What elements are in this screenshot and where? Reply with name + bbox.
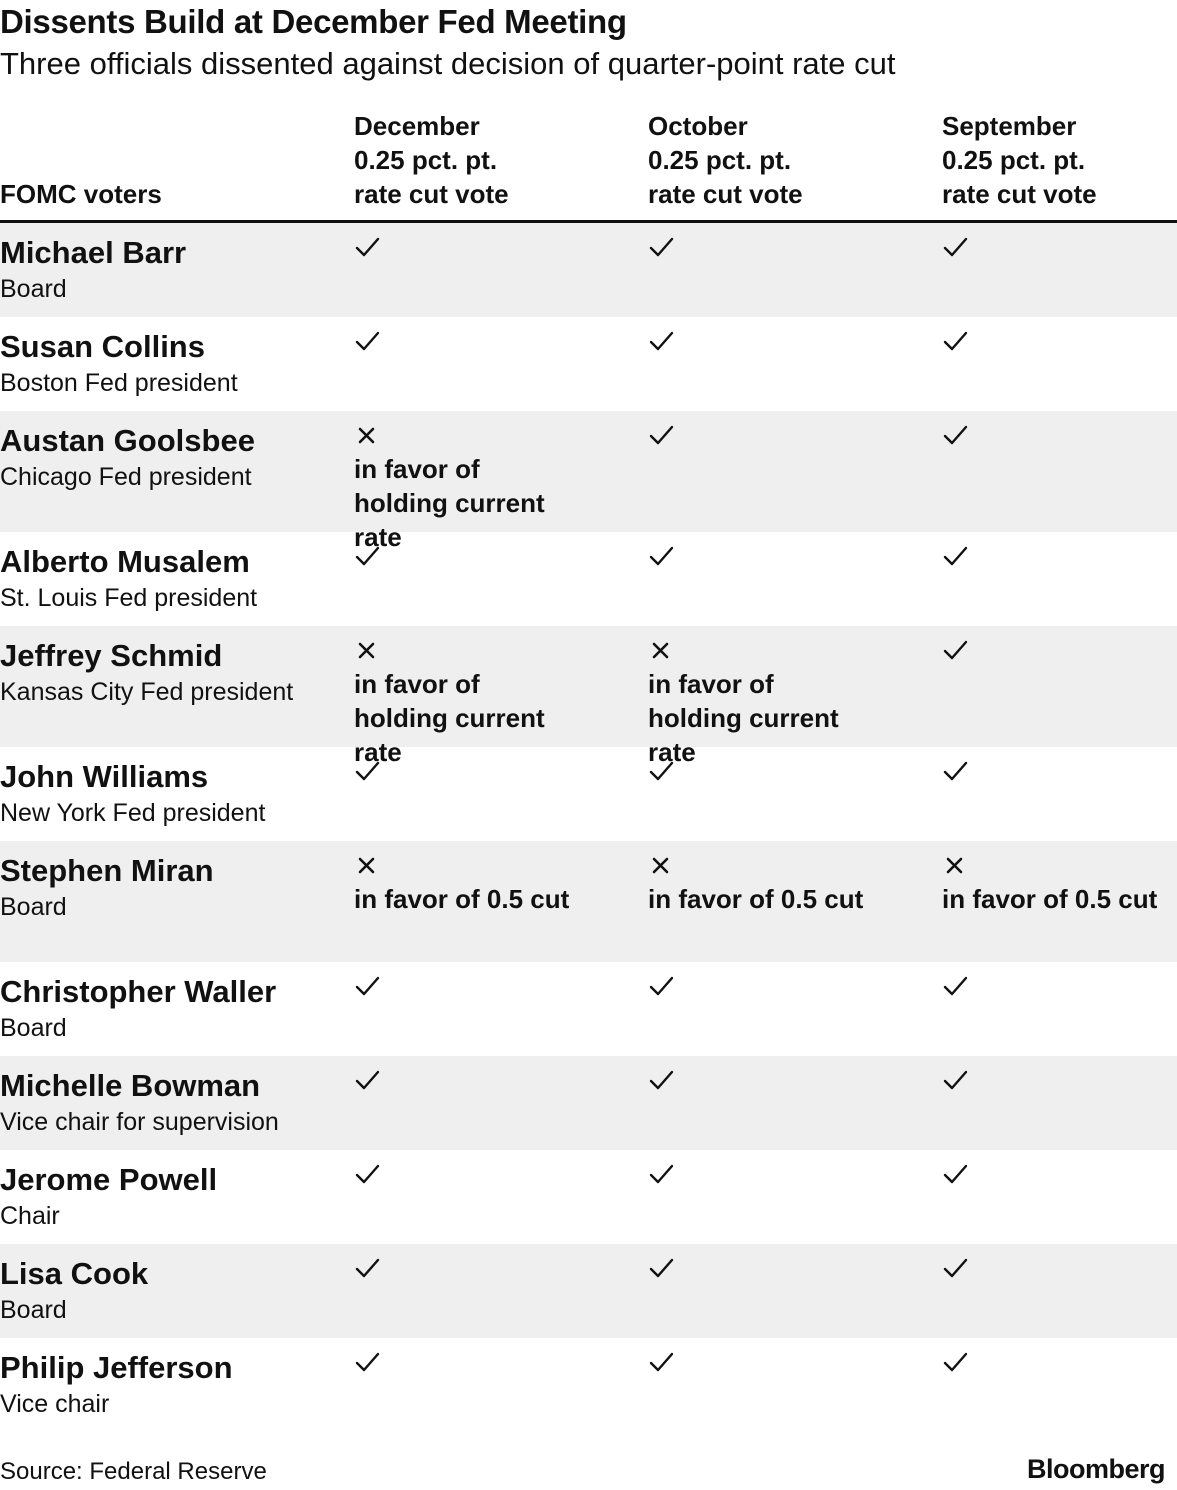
vote-cell (942, 422, 1167, 450)
voter-name: Michelle Bowman (0, 1068, 261, 1103)
vote-cell (648, 234, 873, 262)
column-header-line: rate cut vote (648, 179, 803, 209)
column-header-line: September (942, 111, 1077, 141)
table-row (0, 841, 1177, 962)
vote-cell (354, 1349, 579, 1377)
cross-mark-path (654, 644, 667, 657)
check-mark-path (945, 239, 966, 255)
column-header-1 (354, 109, 509, 211)
check-icon (354, 758, 382, 786)
check-mark-path (651, 427, 672, 443)
table-body (0, 223, 1177, 1432)
voter-role: Vice chair for supervision (0, 1108, 279, 1136)
vote-cell (354, 758, 579, 786)
check-mark-path (357, 239, 378, 255)
check-icon (354, 1161, 382, 1189)
dissent-note: in favor of holding current rate (354, 454, 545, 552)
column-header-line: rate cut vote (942, 179, 1097, 209)
vote-cell (648, 852, 873, 916)
column-header-line: December (354, 111, 480, 141)
check-mark-path (357, 548, 378, 564)
check-mark-path (945, 642, 966, 658)
check-icon (648, 1255, 676, 1283)
vote-cell (942, 852, 1167, 916)
cross-mark-path (360, 644, 373, 657)
table-header (0, 107, 1177, 221)
vote-cell (648, 1255, 873, 1283)
check-mark-path (357, 978, 378, 994)
check-icon (354, 328, 382, 356)
cross-mark-path (948, 859, 961, 872)
voter-role: New York Fed president (0, 799, 266, 827)
column-header-3 (942, 109, 1097, 211)
voter-name: Jerome Powell (0, 1162, 218, 1197)
table-row (0, 747, 1177, 841)
check-icon (942, 234, 970, 262)
vote-cell (648, 543, 873, 571)
check-icon (354, 1349, 382, 1377)
dissent-note: in favor of 0.5 cut (942, 884, 1158, 914)
voter-name: Philip Jefferson (0, 1350, 233, 1385)
table-row (0, 1056, 1177, 1150)
cross-icon (354, 422, 382, 450)
table-row (0, 1244, 1177, 1338)
table-row (0, 626, 1177, 767)
voter-role: Board (0, 275, 67, 303)
vote-cell (942, 973, 1167, 1001)
check-mark-path (651, 1260, 672, 1276)
table-row (0, 317, 1177, 411)
vote-cell (942, 1067, 1167, 1095)
check-mark-path (945, 1072, 966, 1088)
check-icon (942, 1067, 970, 1095)
voter-role: Board (0, 1296, 67, 1324)
vote-cell (648, 1161, 873, 1189)
vote-cell (942, 637, 1167, 665)
check-mark-path (945, 333, 966, 349)
voter-role: Vice chair (0, 1390, 110, 1418)
check-icon (942, 1255, 970, 1283)
table-row (0, 1338, 1177, 1432)
vote-cell (648, 758, 873, 786)
table-row (0, 532, 1177, 626)
check-icon (354, 543, 382, 571)
table-row (0, 1150, 1177, 1244)
check-mark-path (357, 1260, 378, 1276)
check-icon (942, 543, 970, 571)
table-row (0, 411, 1177, 552)
check-icon (354, 234, 382, 262)
cross-icon (354, 637, 382, 665)
cross-mark-path (360, 859, 373, 872)
check-icon (942, 973, 970, 1001)
check-mark-path (945, 763, 966, 779)
check-icon (648, 973, 676, 1001)
check-mark-path (357, 1354, 378, 1370)
vote-cell (648, 422, 873, 450)
check-mark-path (945, 1260, 966, 1276)
vote-cell (354, 852, 579, 916)
check-mark-path (651, 1072, 672, 1088)
cross-mark-path (360, 429, 373, 442)
check-mark-path (651, 333, 672, 349)
cross-icon (648, 637, 676, 665)
voter-name: Stephen Miran (0, 853, 214, 888)
voter-name: Michael Barr (0, 235, 187, 270)
voter-name: Christopher Waller (0, 974, 277, 1009)
vote-cell (354, 1067, 579, 1095)
voter-name: John Williams (0, 759, 209, 794)
vote-cell (354, 1255, 579, 1283)
source-note: Source: Federal Reserve (0, 1458, 267, 1485)
cross-icon (354, 852, 382, 880)
table-row (0, 223, 1177, 317)
voter-role: Board (0, 1014, 67, 1042)
check-icon (942, 637, 970, 665)
check-icon (648, 543, 676, 571)
check-mark-path (357, 763, 378, 779)
bloomberg-logo: Bloomberg (1026, 1454, 1165, 1484)
check-mark-path (945, 548, 966, 564)
voter-role: Kansas City Fed president (0, 678, 294, 706)
table-row (0, 962, 1177, 1056)
voter-role: Chicago Fed president (0, 463, 252, 491)
voter-name: Lisa Cook (0, 1256, 149, 1291)
check-icon (942, 422, 970, 450)
check-mark-path (651, 763, 672, 779)
vote-cell (354, 1161, 579, 1189)
vote-cell (648, 1067, 873, 1095)
check-mark-path (357, 1072, 378, 1088)
check-mark-path (357, 1166, 378, 1182)
voter-role: St. Louis Fed president (0, 584, 258, 612)
voter-role: Boston Fed president (0, 369, 238, 397)
check-icon (354, 973, 382, 1001)
check-icon (354, 1255, 382, 1283)
voter-name: Alberto Musalem (0, 544, 250, 579)
vote-cell (942, 234, 1167, 262)
voter-name: Jeffrey Schmid (0, 638, 223, 673)
check-mark-path (651, 1166, 672, 1182)
check-icon (648, 328, 676, 356)
check-icon (648, 1067, 676, 1095)
check-icon (648, 758, 676, 786)
check-mark-path (945, 427, 966, 443)
column-header-line: 0.25 pct. pt. (942, 145, 1086, 175)
vote-cell (942, 1255, 1167, 1283)
cross-mark-path (654, 859, 667, 872)
check-icon (354, 1067, 382, 1095)
check-icon (648, 234, 676, 262)
check-mark-path (357, 333, 378, 349)
check-icon (942, 328, 970, 356)
check-icon (648, 1349, 676, 1377)
check-mark-path (651, 548, 672, 564)
voter-name: Susan Collins (0, 329, 205, 364)
vote-cell (354, 543, 579, 571)
check-mark-path (945, 978, 966, 994)
vote-cell (648, 1349, 873, 1377)
chart-title: Dissents Build at December Fed Meeting (0, 3, 627, 40)
check-mark-path (651, 1354, 672, 1370)
dissent-note: in favor of 0.5 cut (648, 884, 864, 914)
vote-cell (354, 328, 579, 356)
chart-subtitle: Three officials dissented against decision of quarter-point rate cut (0, 46, 896, 81)
check-mark-path (651, 978, 672, 994)
cross-icon (942, 852, 970, 880)
column-header-line: October (648, 111, 748, 141)
dissent-note: in favor of holding current rate (354, 669, 545, 767)
vote-cell (942, 543, 1167, 571)
check-icon (942, 1349, 970, 1377)
cross-icon (648, 852, 676, 880)
column-header-2 (648, 109, 803, 211)
vote-cell (942, 328, 1167, 356)
column-header-line: 0.25 pct. pt. (354, 145, 498, 175)
voter-role: Board (0, 893, 67, 921)
vote-cell (942, 1161, 1167, 1189)
voter-name: Austan Goolsbee (0, 423, 255, 458)
check-mark-path (945, 1166, 966, 1182)
vote-cell (648, 973, 873, 1001)
column-header-0 (0, 177, 162, 211)
check-icon (942, 758, 970, 786)
voter-role: Chair (0, 1202, 60, 1230)
vote-cell (648, 328, 873, 356)
check-icon (648, 422, 676, 450)
column-header-line: rate cut vote (354, 179, 509, 209)
column-header-line: 0.25 pct. pt. (648, 145, 792, 175)
check-icon (942, 1161, 970, 1189)
vote-cell (354, 973, 579, 1001)
vote-cell (942, 1349, 1167, 1377)
vote-cell (354, 234, 579, 262)
dissent-note: in favor of holding current rate (648, 669, 839, 767)
check-mark-path (945, 1354, 966, 1370)
column-header-line: FOMC voters (0, 179, 162, 209)
check-icon (648, 1161, 676, 1189)
vote-cell (942, 758, 1167, 786)
check-mark-path (651, 239, 672, 255)
dissent-note: in favor of 0.5 cut (354, 884, 570, 914)
